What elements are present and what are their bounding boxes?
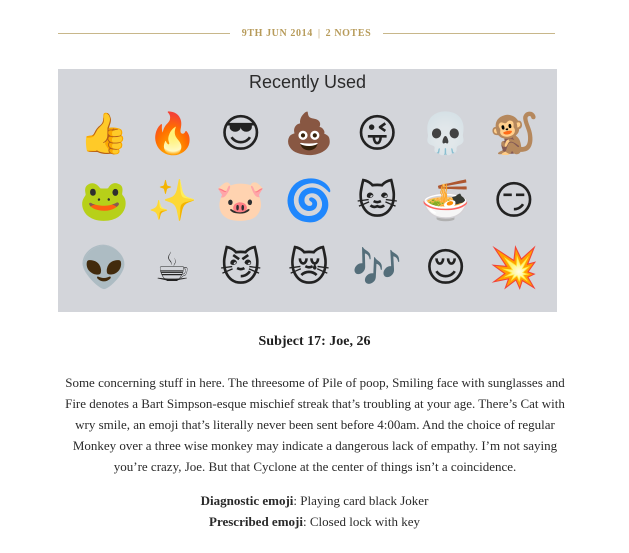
noodle-bowl-emoji[interactable]: 🍜 [420,177,471,224]
crying-cat-emoji[interactable]: 😿 [288,244,330,291]
monkey-emoji[interactable]: 🐒 [488,111,539,158]
diagnostic-label: Diagnostic emoji [200,493,294,508]
diagnosis-block [0,490,629,532]
musical-notes-emoji[interactable]: 🎶 [352,244,403,291]
panel-title: Recently Used [248,72,367,92]
thumbs-up-emoji[interactable]: 👍 [79,111,130,158]
pile-of-poop-emoji[interactable]: 💩 [284,111,334,158]
meta-separator: | [317,27,321,39]
subject-heading: Subject 17: Joe, 26 [258,334,371,349]
post-meta [230,28,384,39]
cat-wry-smile-emoji[interactable]: 😼 [219,244,262,291]
sunglasses-face-emoji[interactable]: 😎 [219,111,262,158]
winking-tongue-face-emoji[interactable]: 😜 [356,111,399,158]
fire-emoji[interactable]: 🔥 [147,111,198,158]
cat-face-emoji[interactable]: 🐱 [356,177,399,224]
prescribed-value: : Closed lock with key [302,514,420,529]
prescribed-label: Prescribed emoji [209,514,303,529]
collision-emoji[interactable]: 💥 [488,244,539,291]
prescribed-line [0,511,629,532]
alien-emoji[interactable]: 👽 [79,244,130,291]
diagnostic-line [0,490,629,511]
pig-face-emoji[interactable]: 🐷 [215,177,266,224]
meta-divider-left [58,33,230,34]
post-meta-row [58,24,555,42]
meta-divider-right [383,33,555,34]
smirking-face-emoji[interactable]: 😏 [492,177,535,224]
post-notes-link[interactable]: 2 NOTES [325,27,372,39]
emoji-grid [70,101,548,301]
cyclone-emoji[interactable]: 🌀 [284,177,334,224]
relieved-face-emoji[interactable]: 😌 [424,244,467,291]
diagnostic-value: : Playing card black Joker [293,493,429,508]
emoji-keyboard-image [58,69,557,312]
body-paragraph: Some concerning stuff in here. The threesome of Pile of poop, Smiling face with sunglasses and Fire denotes a Bart Simpson-esque mischief streak that’s troubling at your age. There’s Cat with wry smile, an emoji that’s literally never been sent before 4:00am. And the choice of regular Monkey over a three wise monkey may indicate a dangerous lack of empathy. I’m not saying you’re crazy, Joe. But that Cyclone at the center of things isn’t a coincidence. [65,375,565,474]
post-date-link[interactable]: 9TH JUN 2014 [241,27,313,39]
frog-face-emoji[interactable]: 🐸 [79,177,130,224]
skull-emoji[interactable]: 💀 [420,111,471,158]
sparkles-emoji[interactable]: ✨ [147,177,198,224]
hot-beverage-emoji[interactable]: ☕ [154,244,191,291]
